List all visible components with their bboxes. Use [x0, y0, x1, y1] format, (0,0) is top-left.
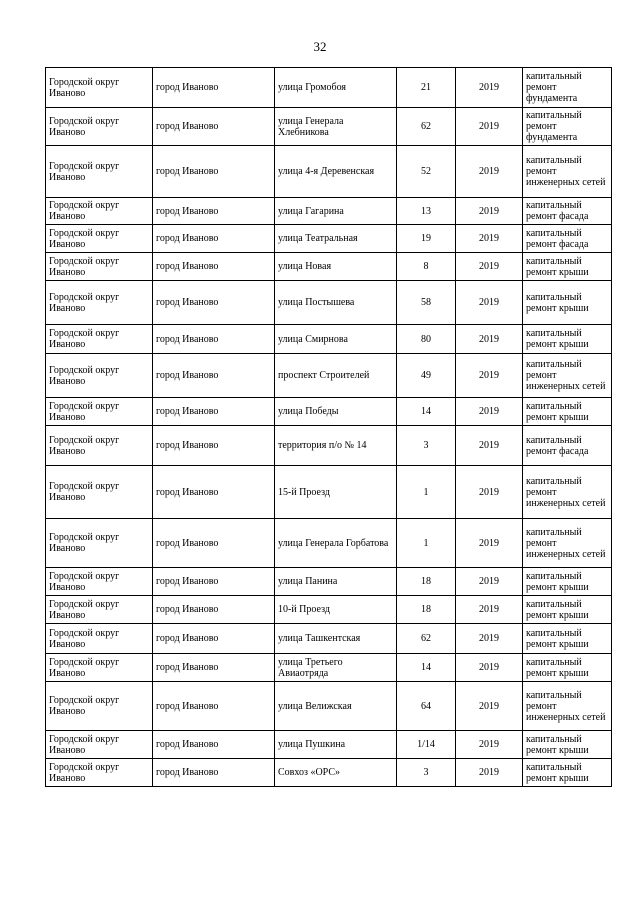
work-type-cell: капитальный ремонт крыши	[523, 759, 612, 787]
street-cell: улица Смирнова	[275, 325, 397, 354]
year-cell: 2019	[456, 466, 523, 519]
table-row	[46, 354, 612, 398]
district-cell: Городской округ Иваново	[46, 426, 153, 466]
district-cell: Городской округ Иваново	[46, 253, 153, 281]
house-number-cell: 62	[397, 108, 456, 146]
street-cell: проспект Строителей	[275, 354, 397, 398]
district-cell: Городской округ Иваново	[46, 146, 153, 198]
house-number-cell: 49	[397, 354, 456, 398]
city-cell: город Иваново	[153, 325, 275, 354]
table-row	[46, 68, 612, 108]
district-cell: Городской округ Иваново	[46, 568, 153, 596]
house-number-cell: 58	[397, 281, 456, 325]
table-row	[46, 731, 612, 759]
year-cell: 2019	[456, 198, 523, 225]
year-cell: 2019	[456, 624, 523, 654]
work-type-cell: капитальный ремонт крыши	[523, 654, 612, 682]
table-row	[46, 568, 612, 596]
city-cell: город Иваново	[153, 682, 275, 731]
work-type-cell: капитальный ремонт фасада	[523, 426, 612, 466]
city-cell: город Иваново	[153, 354, 275, 398]
year-cell: 2019	[456, 281, 523, 325]
street-cell: улица Генерала Хлебникова	[275, 108, 397, 146]
table-row	[46, 596, 612, 624]
work-type-cell: капитальный ремонт крыши	[523, 568, 612, 596]
city-cell: город Иваново	[153, 225, 275, 253]
street-cell: улица Постышева	[275, 281, 397, 325]
work-type-cell: капитальный ремонт инженерных сетей	[523, 354, 612, 398]
street-cell: улица Пушкина	[275, 731, 397, 759]
table-row	[46, 759, 612, 787]
house-number-cell: 21	[397, 68, 456, 108]
work-type-cell: капитальный ремонт инженерных сетей	[523, 519, 612, 568]
street-cell: улица Гагарина	[275, 198, 397, 225]
work-type-cell: капитальный ремонт крыши	[523, 325, 612, 354]
year-cell: 2019	[456, 398, 523, 426]
city-cell: город Иваново	[153, 568, 275, 596]
city-cell: город Иваново	[153, 596, 275, 624]
table-row	[46, 281, 612, 325]
table-row	[46, 108, 612, 146]
work-type-cell: капитальный ремонт фасада	[523, 198, 612, 225]
repair-schedule-table	[45, 67, 612, 787]
house-number-cell: 62	[397, 624, 456, 654]
district-cell: Городской округ Иваново	[46, 198, 153, 225]
street-cell: улица Театральная	[275, 225, 397, 253]
street-cell: улица Панина	[275, 568, 397, 596]
district-cell: Городской округ Иваново	[46, 654, 153, 682]
house-number-cell: 1	[397, 519, 456, 568]
city-cell: город Иваново	[153, 398, 275, 426]
table-row	[46, 146, 612, 198]
city-cell: город Иваново	[153, 624, 275, 654]
year-cell: 2019	[456, 596, 523, 624]
year-cell: 2019	[456, 108, 523, 146]
city-cell: город Иваново	[153, 68, 275, 108]
year-cell: 2019	[456, 325, 523, 354]
table-row	[46, 253, 612, 281]
district-cell: Городской округ Иваново	[46, 398, 153, 426]
work-type-cell: капитальный ремонт фундамента	[523, 68, 612, 108]
city-cell: город Иваново	[153, 198, 275, 225]
work-type-cell: капитальный ремонт инженерных сетей	[523, 682, 612, 731]
city-cell: город Иваново	[153, 281, 275, 325]
work-type-cell: капитальный ремонт крыши	[523, 398, 612, 426]
street-cell: Совхоз «ОРС»	[275, 759, 397, 787]
city-cell: город Иваново	[153, 253, 275, 281]
city-cell: город Иваново	[153, 146, 275, 198]
district-cell: Городской округ Иваново	[46, 682, 153, 731]
work-type-cell: капитальный ремонт крыши	[523, 281, 612, 325]
city-cell: город Иваново	[153, 108, 275, 146]
table-row	[46, 654, 612, 682]
district-cell: Городской округ Иваново	[46, 354, 153, 398]
year-cell: 2019	[456, 654, 523, 682]
table-row	[46, 398, 612, 426]
table-row	[46, 519, 612, 568]
district-cell: Городской округ Иваново	[46, 519, 153, 568]
street-cell: улица Новая	[275, 253, 397, 281]
street-cell: улица Громобоя	[275, 68, 397, 108]
street-cell: улица 4-я Деревенская	[275, 146, 397, 198]
district-cell: Городской округ Иваново	[46, 108, 153, 146]
district-cell: Городской округ Иваново	[46, 624, 153, 654]
district-cell: Городской округ Иваново	[46, 759, 153, 787]
district-cell: Городской округ Иваново	[46, 225, 153, 253]
street-cell: территория п/о № 14	[275, 426, 397, 466]
city-cell: город Иваново	[153, 759, 275, 787]
year-cell: 2019	[456, 759, 523, 787]
work-type-cell: капитальный ремонт фундамента	[523, 108, 612, 146]
street-cell: 10-й Проезд	[275, 596, 397, 624]
year-cell: 2019	[456, 568, 523, 596]
table-row	[46, 198, 612, 225]
city-cell: город Иваново	[153, 519, 275, 568]
year-cell: 2019	[456, 519, 523, 568]
district-cell: Городской округ Иваново	[46, 596, 153, 624]
house-number-cell: 13	[397, 198, 456, 225]
page-number: 32	[313, 39, 327, 54]
district-cell: Городской округ Иваново	[46, 281, 153, 325]
year-cell: 2019	[456, 682, 523, 731]
work-type-cell: капитальный ремонт крыши	[523, 624, 612, 654]
work-type-cell: капитальный ремонт крыши	[523, 731, 612, 759]
city-cell: город Иваново	[153, 426, 275, 466]
table-row	[46, 466, 612, 519]
street-cell: улица Победы	[275, 398, 397, 426]
house-number-cell: 52	[397, 146, 456, 198]
table-row	[46, 325, 612, 354]
house-number-cell: 19	[397, 225, 456, 253]
year-cell: 2019	[456, 354, 523, 398]
street-cell: улица Генерала Горбатова	[275, 519, 397, 568]
district-cell: Городской округ Иваново	[46, 68, 153, 108]
year-cell: 2019	[456, 253, 523, 281]
district-cell: Городской округ Иваново	[46, 731, 153, 759]
house-number-cell: 18	[397, 596, 456, 624]
table-row	[46, 682, 612, 731]
house-number-cell: 3	[397, 759, 456, 787]
city-cell: город Иваново	[153, 731, 275, 759]
district-cell: Городской округ Иваново	[46, 466, 153, 519]
house-number-cell: 8	[397, 253, 456, 281]
table-row	[46, 426, 612, 466]
city-cell: город Иваново	[153, 654, 275, 682]
work-type-cell: капитальный ремонт инженерных сетей	[523, 466, 612, 519]
work-type-cell: капитальный ремонт фасада	[523, 225, 612, 253]
table-row	[46, 225, 612, 253]
street-cell: 15-й Проезд	[275, 466, 397, 519]
street-cell: улица Велижская	[275, 682, 397, 731]
table-body	[46, 68, 612, 787]
house-number-cell: 14	[397, 654, 456, 682]
year-cell: 2019	[456, 146, 523, 198]
city-cell: город Иваново	[153, 466, 275, 519]
year-cell: 2019	[456, 68, 523, 108]
year-cell: 2019	[456, 731, 523, 759]
street-cell: улица Третьего Авиаотряда	[275, 654, 397, 682]
house-number-cell: 64	[397, 682, 456, 731]
house-number-cell: 1/14	[397, 731, 456, 759]
house-number-cell: 1	[397, 466, 456, 519]
house-number-cell: 14	[397, 398, 456, 426]
work-type-cell: капитальный ремонт крыши	[523, 596, 612, 624]
year-cell: 2019	[456, 225, 523, 253]
house-number-cell: 3	[397, 426, 456, 466]
year-cell: 2019	[456, 426, 523, 466]
work-type-cell: капитальный ремонт крыши	[523, 253, 612, 281]
table-row	[46, 624, 612, 654]
district-cell: Городской округ Иваново	[46, 325, 153, 354]
work-type-cell: капитальный ремонт инженерных сетей	[523, 146, 612, 198]
house-number-cell: 80	[397, 325, 456, 354]
street-cell: улица Ташкентская	[275, 624, 397, 654]
house-number-cell: 18	[397, 568, 456, 596]
